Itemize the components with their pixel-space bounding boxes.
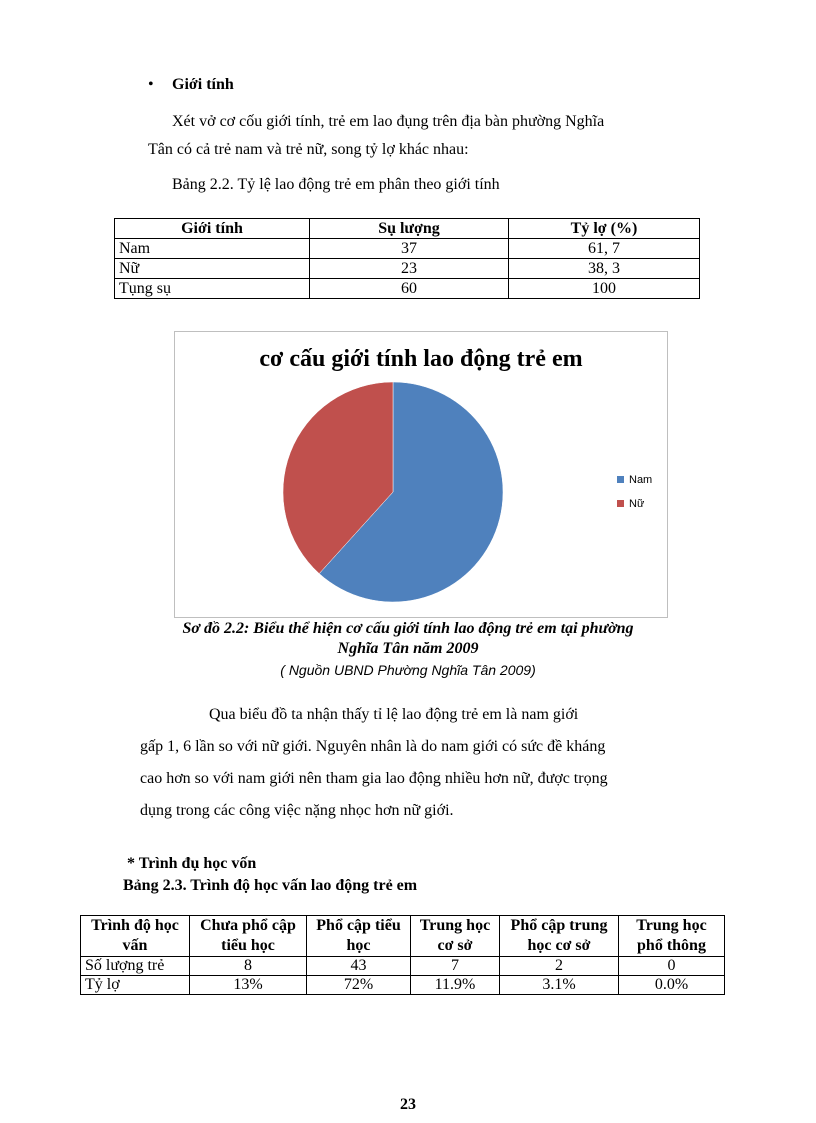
table-row <box>81 976 725 995</box>
pie-chart-frame <box>174 331 668 618</box>
paragraph-line: dụng trong các công việc nặng nhọc hơn nữ giới. <box>140 802 454 819</box>
table-cell: 38, 3 <box>509 259 700 279</box>
figure-caption: Nghĩa Tân năm 2009 <box>337 640 479 657</box>
figure-source: ( Nguồn UBND Phường Nghĩa Tân 2009) <box>280 662 536 678</box>
education-table <box>80 915 725 995</box>
table-cell: 2 <box>500 957 619 976</box>
bullet: • <box>148 76 154 93</box>
table-caption: Bảng 2.3. Trình độ học vấn lao động trẻ em <box>123 877 418 894</box>
table-header: Sụ lượng <box>310 219 509 239</box>
page-number: 23 <box>400 1096 416 1113</box>
table-row <box>115 259 700 279</box>
table-row <box>115 239 700 259</box>
legend-swatch <box>617 500 624 507</box>
legend-label: Nam <box>629 474 653 486</box>
paragraph-line: cao hơn so với nam giới nên tham gia lao động nhiều hơn nữ, được trọng <box>140 770 608 787</box>
table-row <box>115 279 700 299</box>
chart-title: cơ cấu giới tính lao động trẻ em <box>259 346 583 372</box>
table-cell: 23 <box>310 259 509 279</box>
gender-table <box>114 218 700 299</box>
table-header: Giới tính <box>115 219 310 239</box>
table-header: Trung học cơ sở <box>411 916 500 957</box>
paragraph-line: Tân có cả trẻ nam và trẻ nữ, song tỷ lợ khác nhau: <box>148 141 469 158</box>
legend-swatch <box>617 476 624 483</box>
table-cell: Số lượng trẻ <box>81 957 190 976</box>
table-cell: 61, 7 <box>509 239 700 259</box>
table-cell: 43 <box>307 957 411 976</box>
table-caption: Bảng 2.2. Tỷ lệ lao động trẻ em phân theo giới tính <box>172 176 500 193</box>
table-row <box>81 957 725 976</box>
table-cell: Nữ <box>115 259 310 279</box>
table-cell: 72% <box>307 976 411 995</box>
table-cell: 37 <box>310 239 509 259</box>
table-header: Tỷ lợ (%) <box>509 219 700 239</box>
table-cell: 11.9% <box>411 976 500 995</box>
table-header: Chưa phổ cập tiểu học <box>190 916 307 957</box>
table-header: Phổ cập tiểu học <box>307 916 411 957</box>
paragraph-line: gấp 1, 6 lần so với nữ giới. Nguyên nhân là do nam giới có sức đề kháng <box>140 738 606 755</box>
table-cell: 100 <box>509 279 700 299</box>
table-cell: 7 <box>411 957 500 976</box>
section-heading-gender: Giới tính <box>172 76 234 93</box>
table-cell: Tụng sụ <box>115 279 310 299</box>
paragraph-line: Qua biểu đồ ta nhận thấy tỉ lệ lao động trẻ em là nam giới <box>209 706 579 723</box>
pie-chart <box>175 332 667 617</box>
table-cell: 8 <box>190 957 307 976</box>
legend-label: Nữ <box>629 498 645 510</box>
table-cell: Nam <box>115 239 310 259</box>
table-cell: 0 <box>619 957 725 976</box>
table-header: Trung học phổ thông <box>619 916 725 957</box>
paragraph-line: Xét vở cơ cốu giới tính, trẻ em lao đụng trên địa bàn phường Nghĩa <box>172 113 605 130</box>
table-cell: 3.1% <box>500 976 619 995</box>
section-heading-education: * Trình đụ học vốn <box>127 855 257 872</box>
table-cell: 13% <box>190 976 307 995</box>
table-header: Trình độ học vấn <box>81 916 190 957</box>
table-header: Phổ cập trung học cơ sở <box>500 916 619 957</box>
table-cell: 60 <box>310 279 509 299</box>
table-cell: 0.0% <box>619 976 725 995</box>
figure-caption: Sơ đồ 2.2: Biểu thể hiện cơ cấu giới tính lao động trẻ em tại phường <box>182 620 634 637</box>
table-cell: Tỷ lợ <box>81 976 190 995</box>
